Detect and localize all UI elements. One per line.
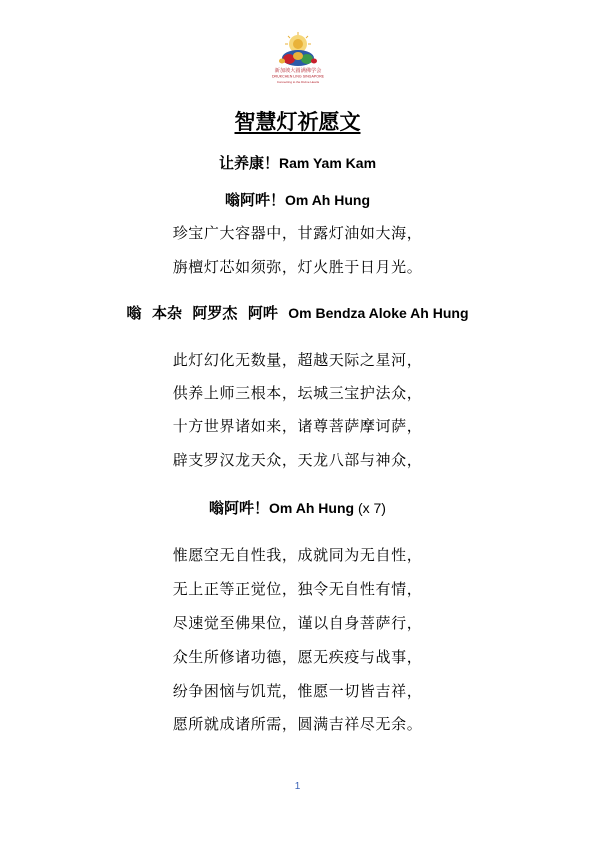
verse-line: 惟愿空无自性我，成就同为无自性， — [172, 546, 423, 564]
verse-line: 旃檀灯芯如须弥，灯火胜于日月光。 — [172, 258, 423, 276]
sun-rays-icon — [285, 32, 311, 53]
logo-org-name-cn: 新加坡大圆满佛学会 — [274, 68, 322, 74]
heading-om2-cn: 嗡阿吽！ — [209, 499, 270, 517]
verse-line: 此灯幻化无数量，超越天际之星河， — [172, 351, 423, 369]
heading-mantra — [0, 306, 595, 321]
logo-tagline: Connecting to the Divine Hearts — [276, 80, 320, 84]
heading-mantra-cn: 嗡 本杂 阿罗杰 阿吽 — [126, 304, 278, 322]
verse-line: 辟支罗汉龙天众，天龙八部与神众， — [172, 451, 423, 469]
heading-om-en: Om Ah Hung — [284, 192, 371, 208]
organization-logo — [268, 32, 328, 90]
verse-line: 十方世界诸如来，诸尊菩萨摩诃萨， — [172, 417, 423, 435]
heading-om2-en: Om Ah Hung — [269, 500, 355, 516]
heading-om-ah-hung — [0, 193, 595, 208]
heading-om-ah-hung-x7 — [0, 501, 595, 516]
verse-line: 无上正等正觉位，独令无自性有情， — [172, 580, 423, 598]
verse-line: 供养上师三根本，坛城三宝护法众， — [172, 384, 423, 402]
heading-ram-cn: 让养康！ — [218, 154, 279, 172]
heading-mantra-en: Om Bendza Aloke Ah Hung — [288, 305, 469, 321]
heading-ram-yam-kam — [0, 156, 595, 171]
verse-line: 众生所修诸功德，愿无疾疫与战事， — [172, 648, 423, 666]
heading-om2-repeat: (x 7) — [357, 500, 386, 516]
page-title: 智慧灯祈愿文 — [234, 110, 361, 134]
verse-line: 纷争困恼与饥荒，惟愿一切皆吉祥， — [172, 682, 423, 700]
logo-org-name-en: DRUKCHEN LING SINGAPORE — [271, 74, 325, 79]
heading-ram-en: Ram Yam Kam — [279, 155, 377, 171]
verse-line: 尽速觉至佛果位，谨以自身菩萨行， — [172, 614, 423, 632]
heading-om-cn: 嗡阿吽！ — [224, 191, 285, 209]
dragon-emblem-icon — [279, 50, 317, 66]
verse-line: 愿所就成诸所需，圆满吉祥尽无余。 — [172, 715, 423, 733]
page-number: 1 — [294, 781, 301, 792]
verse-line: 珍宝广大容器中，甘露灯油如大海， — [172, 224, 423, 242]
